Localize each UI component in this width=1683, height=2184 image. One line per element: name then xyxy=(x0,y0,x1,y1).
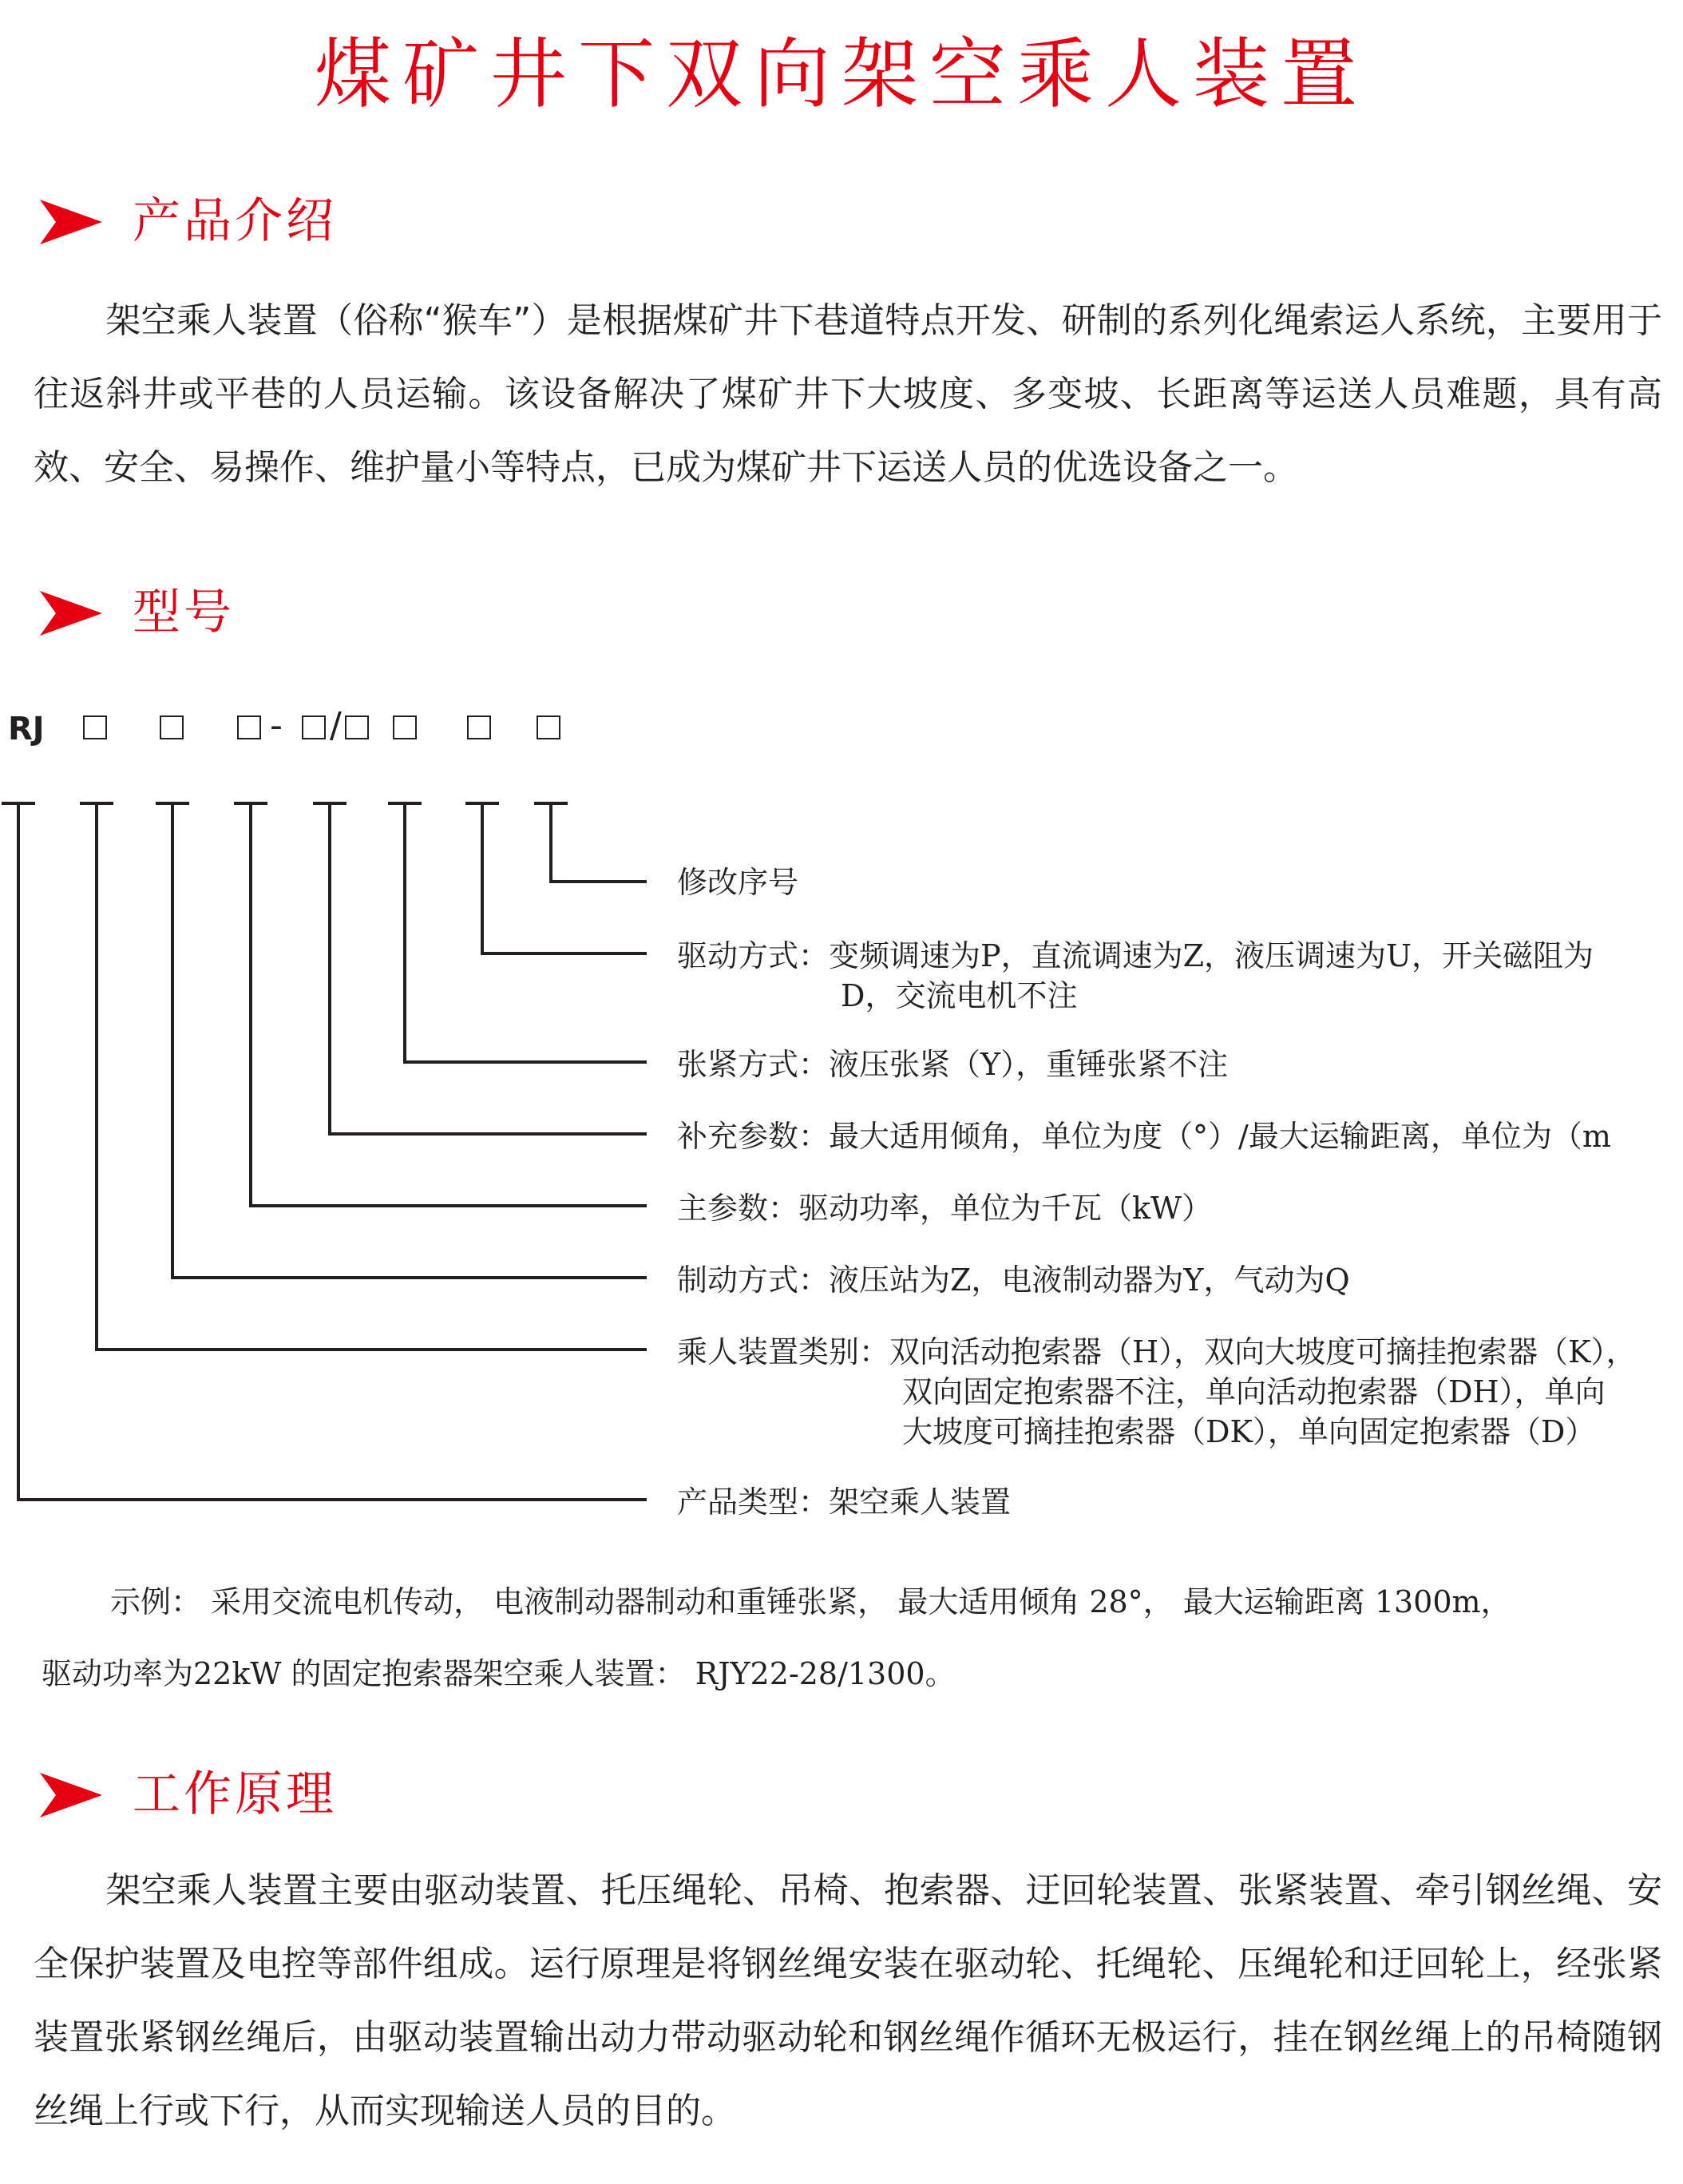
section-title-model: 型号 xyxy=(133,585,235,640)
code-slash: / xyxy=(330,705,342,746)
model-item-brake: 制动方式：液压站为Z，电液制动器为Y，气动为Q xyxy=(677,1262,1350,1298)
model-item-supplement: 补充参数：最大适用倾角，单位为度（°）/最大运输距离，单位为（m xyxy=(677,1119,1611,1154)
intro-paragraph: 架空乘人装置（俗称“猴车”）是根据煤矿井下巷道特点开发、研制的系列化绳索运人系统，主要用于往返斜井或平巷的人员运输。该设备解决了煤矿井下大坡度、多变坡、长距离等运送人员难题，具有高效、安全、易操作、维护量小等特点，已成为煤矿井下运送人员的优选设备之一。 xyxy=(34,300,1663,488)
model-item-product-type: 产品类型：架空乘人装置 xyxy=(677,1484,1012,1520)
model-item-drive: 驱动方式：变频调速为P，直流调速为Z，液压调速为U，开关磁阻为 D，交流电机不注 xyxy=(677,938,1594,1013)
section-title-intro: 产品介绍 xyxy=(133,193,337,249)
code-dash: - xyxy=(270,705,283,746)
arrow-right-icon xyxy=(40,1773,102,1817)
model-item-tension: 张紧方式：液压张紧（Y），重锤张紧不注 xyxy=(677,1047,1229,1082)
model-item-revision: 修改序号 xyxy=(677,865,799,900)
page-title: 煤矿井下双向架空乘人装置 xyxy=(315,30,1368,119)
model-prefix: RJ xyxy=(8,711,45,747)
example-line-1: 示例： 采用交流电机传动， 电液制动器制动和重锤张紧， 最大适用倾角 28°， 最大运输距离 1300m， xyxy=(110,1584,1511,1619)
model-item-main-param: 主参数：驱动功率，单位为千瓦（kW） xyxy=(677,1191,1213,1226)
example-line-2: 驱动功率为22kW 的固定抱索器架空乘人装置： RJY22-28/1300。 xyxy=(42,1656,956,1691)
model-item-category: 乘人装置类别：双向活动抱索器（H），双向大坡度可摘挂抱索器（K）， 双向固定抱索器不注，单向活动抱索器（DH），单向 大坡度可摘挂抱索器（DK），单向固定抱索器（D） xyxy=(677,1334,1637,1449)
section-title-principle: 工作原理 xyxy=(133,1766,337,1822)
principle-paragraph: 架空乘人装置主要由驱动装置、托压绳轮、吊椅、抱索器、迂回轮装置、张紧装置、牵引钢丝绳、安全保护装置及电控等部件组成。运行原理是将钢丝绳安装在驱动轮、托绳轮、压绳轮和迂回轮上，经张紧装置张紧钢丝绳后，由驱动装置输出动力带动驱动轮和钢丝绳作循环无极运行，挂在钢丝绳上的吊椅随钢丝绳上行或下行，从而实现输送人员的目的。 xyxy=(34,1870,1663,2131)
